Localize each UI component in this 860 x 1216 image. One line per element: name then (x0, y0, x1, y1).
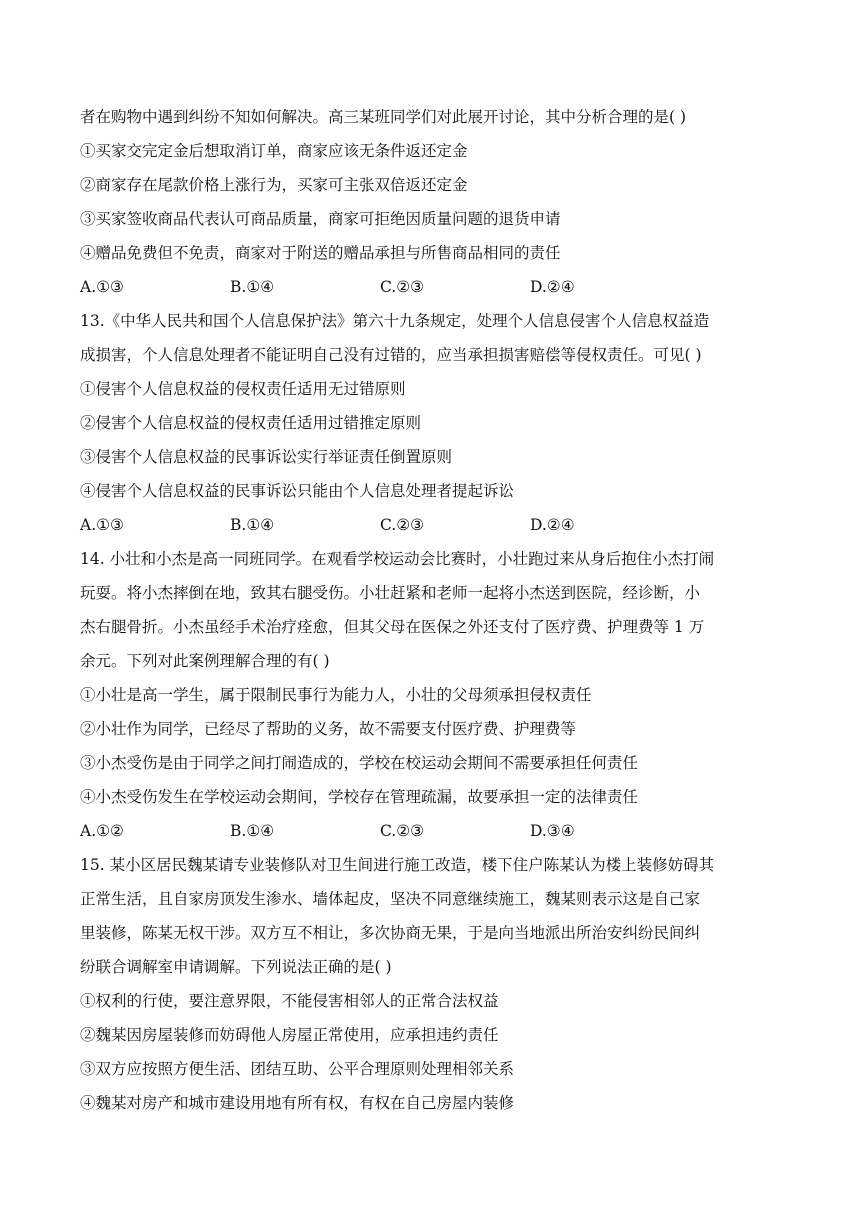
q15-stem-line-3: 里装修，陈某无权干涉。双方互不相让，多次协商无果，于是向当地派出所治安纠纷民间纠 (80, 924, 701, 942)
q13-stem-line-2: 成损害，个人信息处理者不能证明自己没有过错的，应当承担损害赔偿等侵权责任。可见( ) (80, 346, 702, 364)
q13-statement-4: ④侵害个人信息权益的民事诉讼只能由个人信息处理者提起诉讼 (80, 482, 515, 500)
q14-statement-3: ③小杰受伤是由于同学之间打闹造成的，学校在校运动会期间不需要承担任何责任 (80, 754, 639, 772)
q13-option-a: A.①③ (80, 516, 124, 534)
q12-statement-4: ④赠品免费但不免责，商家对于附送的赠品承担与所售商品相同的责任 (80, 244, 561, 262)
q13-option-c: C.②③ (380, 516, 425, 534)
q14-statement-1: ①小壮是高一学生，属于限制民事行为能力人，小壮的父母须承担侵权责任 (80, 686, 592, 704)
q14-statement-2: ②小壮作为同学，已经尽了帮助的义务，故不需要支付医疗费、护理费等 (80, 720, 577, 738)
q15-statement-4: ④魏某对房产和城市建设用地有所有权，有权在自己房屋内装修 (80, 1094, 515, 1112)
q14-stem-line-4: 余元。下列对此案例理解合理的有( ) (80, 652, 330, 670)
exam-page (80, 100, 785, 1120)
q14-option-c: C.②③ (380, 822, 425, 840)
q13-stem-line-1: 13.《中华人民共和国个人信息保护法》第六十九条规定，处理个人信息侵害个人信息权益造 (80, 312, 710, 330)
q13-option-b: B.①④ (230, 516, 275, 534)
q15-statement-1: ①权利的行使，要注意界限，不能侵害相邻人的正常合法权益 (80, 992, 499, 1010)
q13-statement-1: ①侵害个人信息权益的侵权责任适用无过错原则 (80, 380, 406, 398)
q14-statement-4: ④小杰受伤发生在学校运动会期间，学校存在管理疏漏，故要承担一定的法律责任 (80, 788, 639, 806)
q12-option-d: D.②④ (530, 278, 575, 296)
q14-option-a: A.①② (80, 822, 124, 840)
q12-option-a: A.①③ (80, 278, 124, 296)
q14-stem-line-3: 杰右腿骨折。小杰虽经手术治疗痊愈，但其父母在医保之外还支付了医疗费、护理费等 1 万 (80, 618, 705, 636)
q12-statement-3: ③买家签收商品代表认可商品质量，商家可拒绝因质量问题的退货申请 (80, 210, 561, 228)
q15-stem-line-2: 正常生活，且自家房顶发生渗水、墙体起皮，坚决不同意继续施工，魏某则表示这是自己家 (80, 890, 701, 908)
q12-option-b: B.①④ (230, 278, 275, 296)
q14-stem-line-2: 玩耍。将小杰摔倒在地，致其右腿受伤。小壮赶紧和老师一起将小杰送到医院，经诊断，小 (80, 584, 701, 602)
q13-option-d: D.②④ (530, 516, 575, 534)
q15-stem-line-1: 15. 某小区居民魏某请专业装修队对卫生间进行施工改造，楼下住户陈某认为楼上装修妨碍其 (80, 856, 715, 874)
q14-option-d: D.③④ (530, 822, 575, 840)
q12-stem-tail: 者在购物中遇到纠纷不知如何解决。高三某班同学们对此展开讨论，其中分析合理的是( ) (80, 108, 687, 126)
q15-statement-2: ②魏某因房屋装修而妨碍他人房屋正常使用，应承担违约责任 (80, 1026, 499, 1044)
q13-options (80, 508, 785, 542)
q14-stem-line-1: 14. 小壮和小杰是高一同班同学。在观看学校运动会比赛时，小壮跑过来从身后抱住小杰打闹 (80, 550, 715, 568)
q12-statement-1: ①买家交完定金后想取消订单，商家应该无条件返还定金 (80, 142, 468, 160)
q15-statement-3: ③双方应按照方便生活、团结互助、公平合理原则处理相邻关系 (80, 1060, 515, 1078)
q12-options (80, 270, 785, 304)
q14-options (80, 814, 785, 848)
q13-statement-2: ②侵害个人信息权益的侵权责任适用过错推定原则 (80, 414, 422, 432)
q12-option-c: C.②③ (380, 278, 425, 296)
q15-stem-line-4: 纷联合调解室申请调解。下列说法正确的是( ) (80, 958, 392, 976)
q12-statement-2: ②商家存在尾款价格上涨行为，买家可主张双倍返还定金 (80, 176, 468, 194)
q14-option-b: B.①④ (230, 822, 275, 840)
q13-statement-3: ③侵害个人信息权益的民事诉讼实行举证责任倒置原则 (80, 448, 453, 466)
